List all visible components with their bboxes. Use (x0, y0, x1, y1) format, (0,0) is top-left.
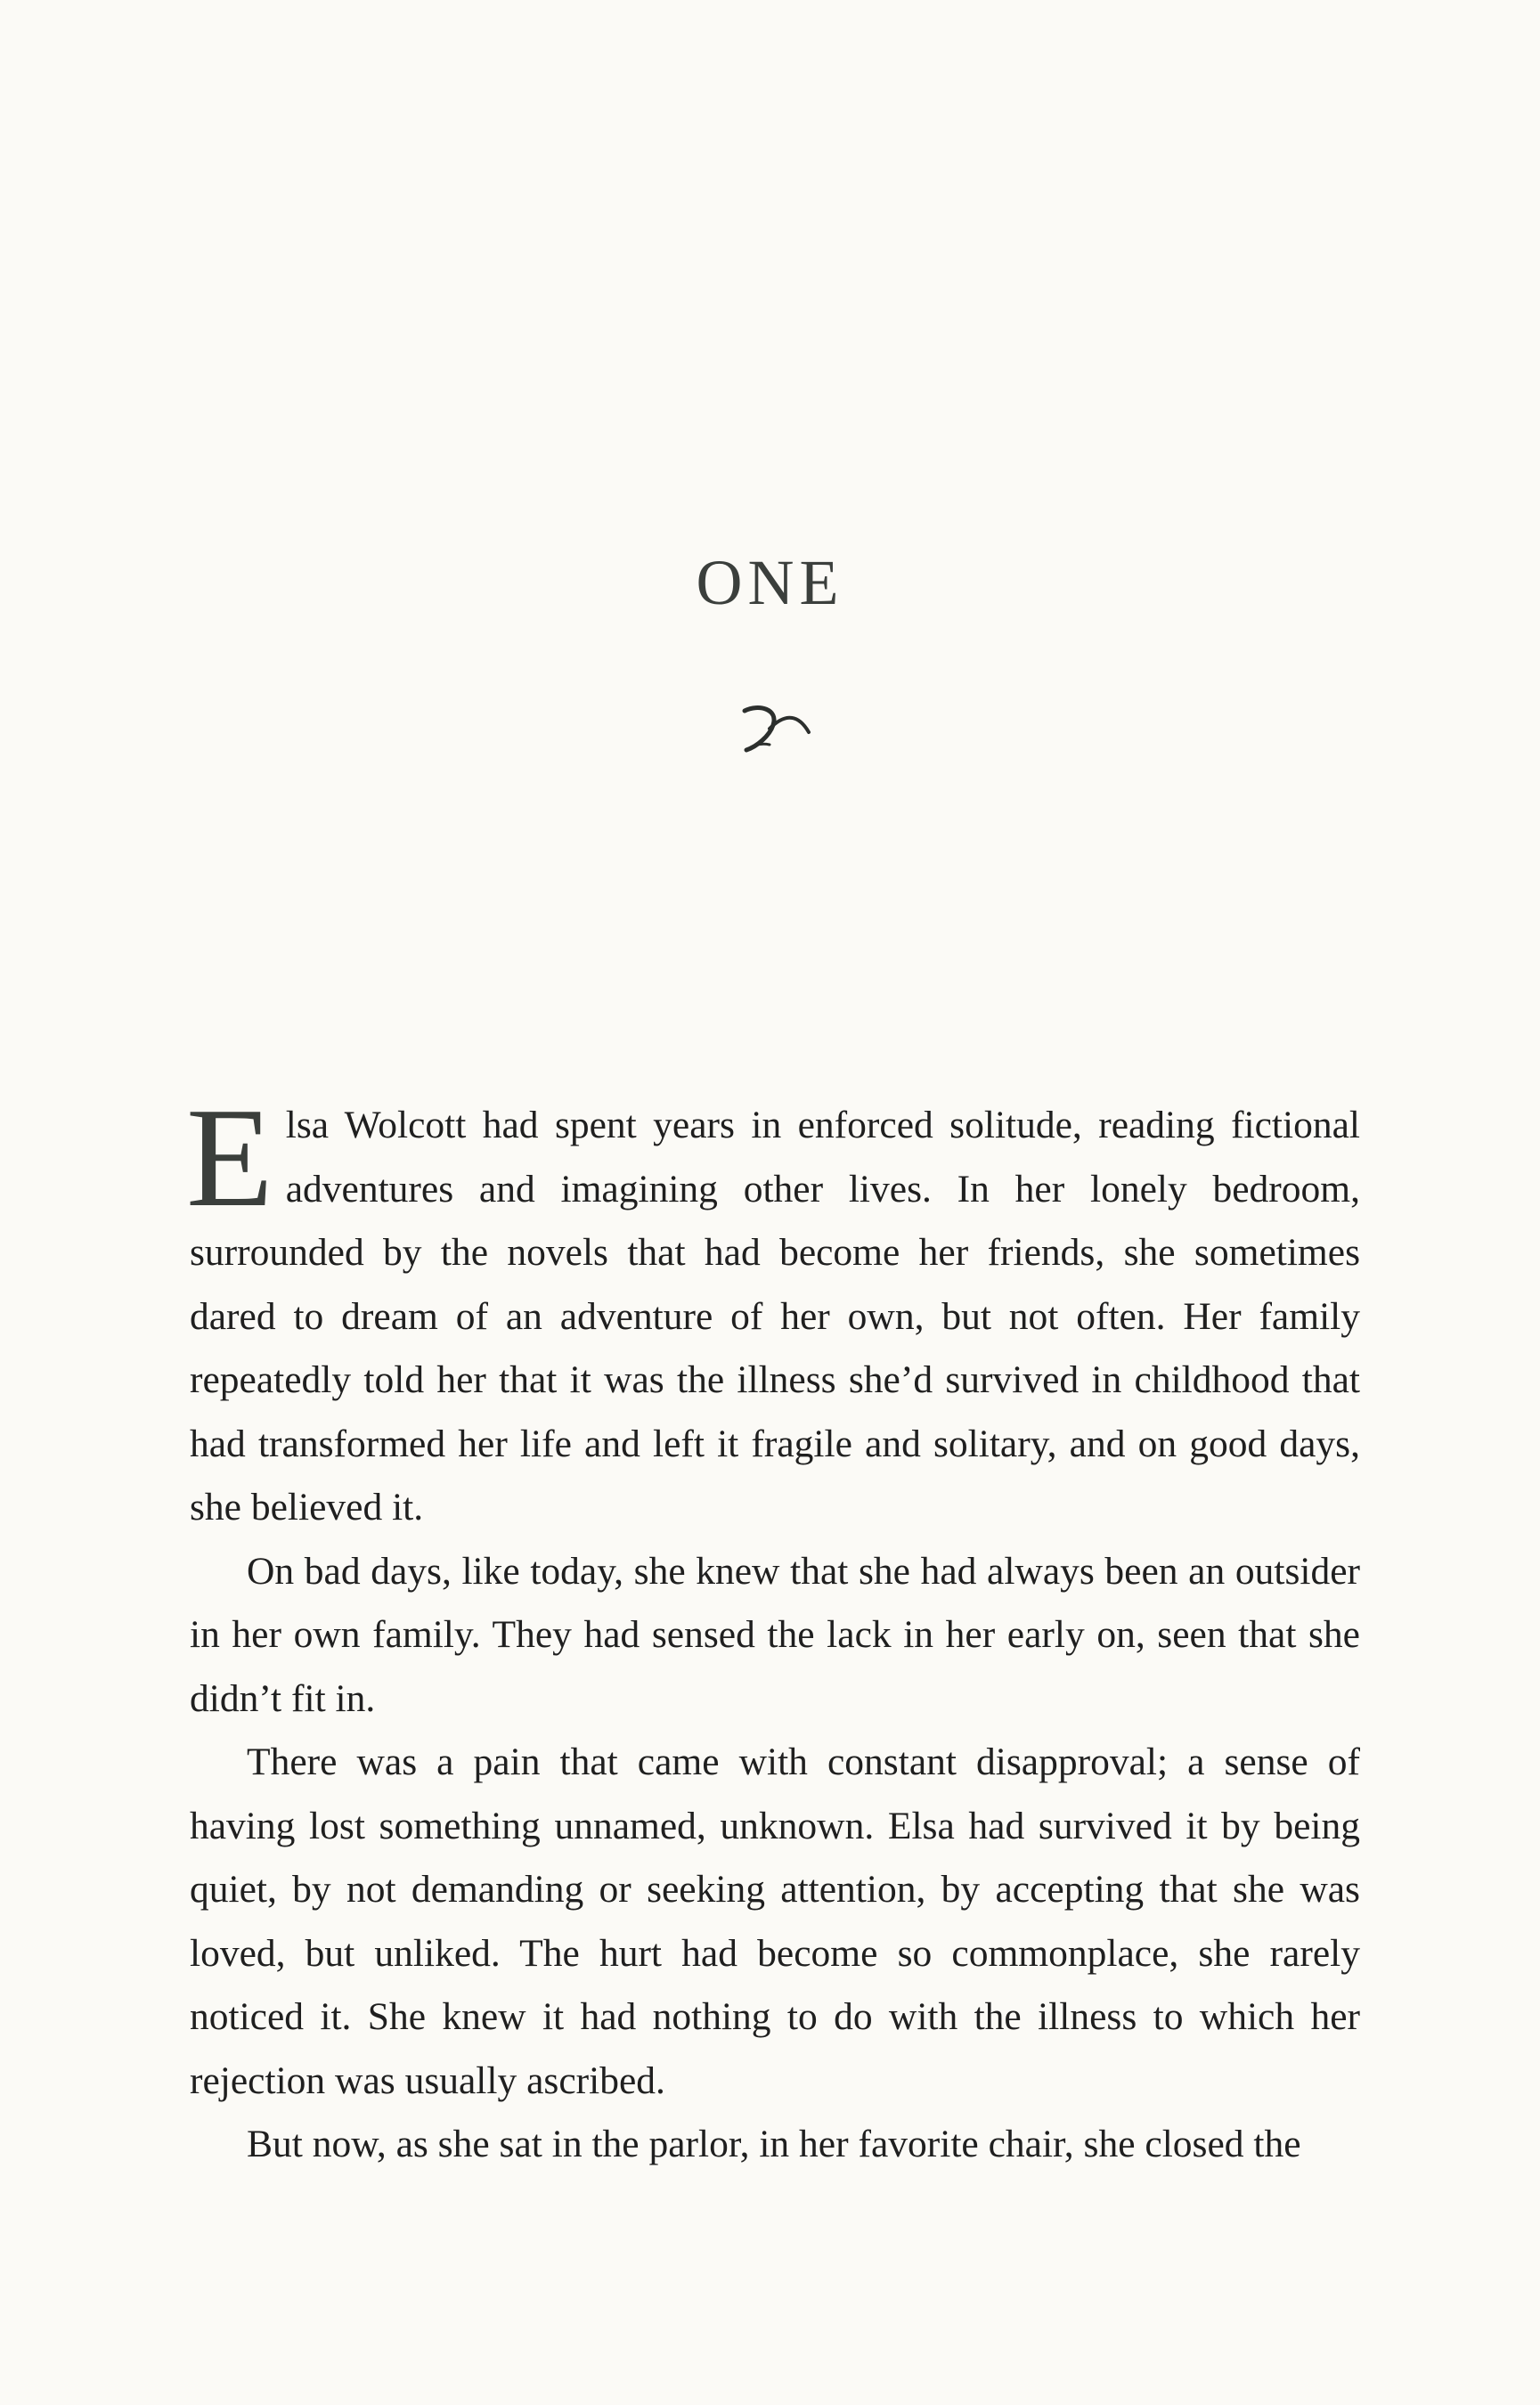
paragraph-4: But now, as she sat in the parlor, in her favorite chair, she closed the (247, 2123, 1301, 2165)
paragraph-3: There was a pain that came with constant disapproval; a sense of having lost something unnamed, unknown. Elsa had survived it by being quiet, by not demanding or seeking attention, by accepting that she was loved, but unliked. The hurt had become so commonplace, she rarely noticed it. She knew it had nothing to do with the illness to which her rejection was usually ascribed. (190, 1741, 1360, 2102)
chapter-title: ONE (696, 547, 844, 619)
drop-cap: E (186, 1078, 273, 1236)
paragraph-1-text: lsa Wolcott had spent years in enforced solitude, reading fictional adventures and imagining other lives. In her lonely bedroom, surrounded by the novels that had become her friends, she sometimes dared to dream of an adventure of her own, but not often. Her family repeatedly told her that it was the illness she’d survived in childhood that had transformed her life and left it fragile and solitary, and on good days, she believed it. (190, 1104, 1360, 1529)
flourish-ornament-icon (734, 695, 814, 757)
paragraph-2: On bad days, like today, she knew that she had always been an outsider in her own family. They had sensed the lack in her early on, seen that she didn’t fit in. (190, 1549, 1360, 1720)
chapter-body (186, 1078, 1360, 2177)
paragraph-1 (186, 1078, 1360, 1540)
